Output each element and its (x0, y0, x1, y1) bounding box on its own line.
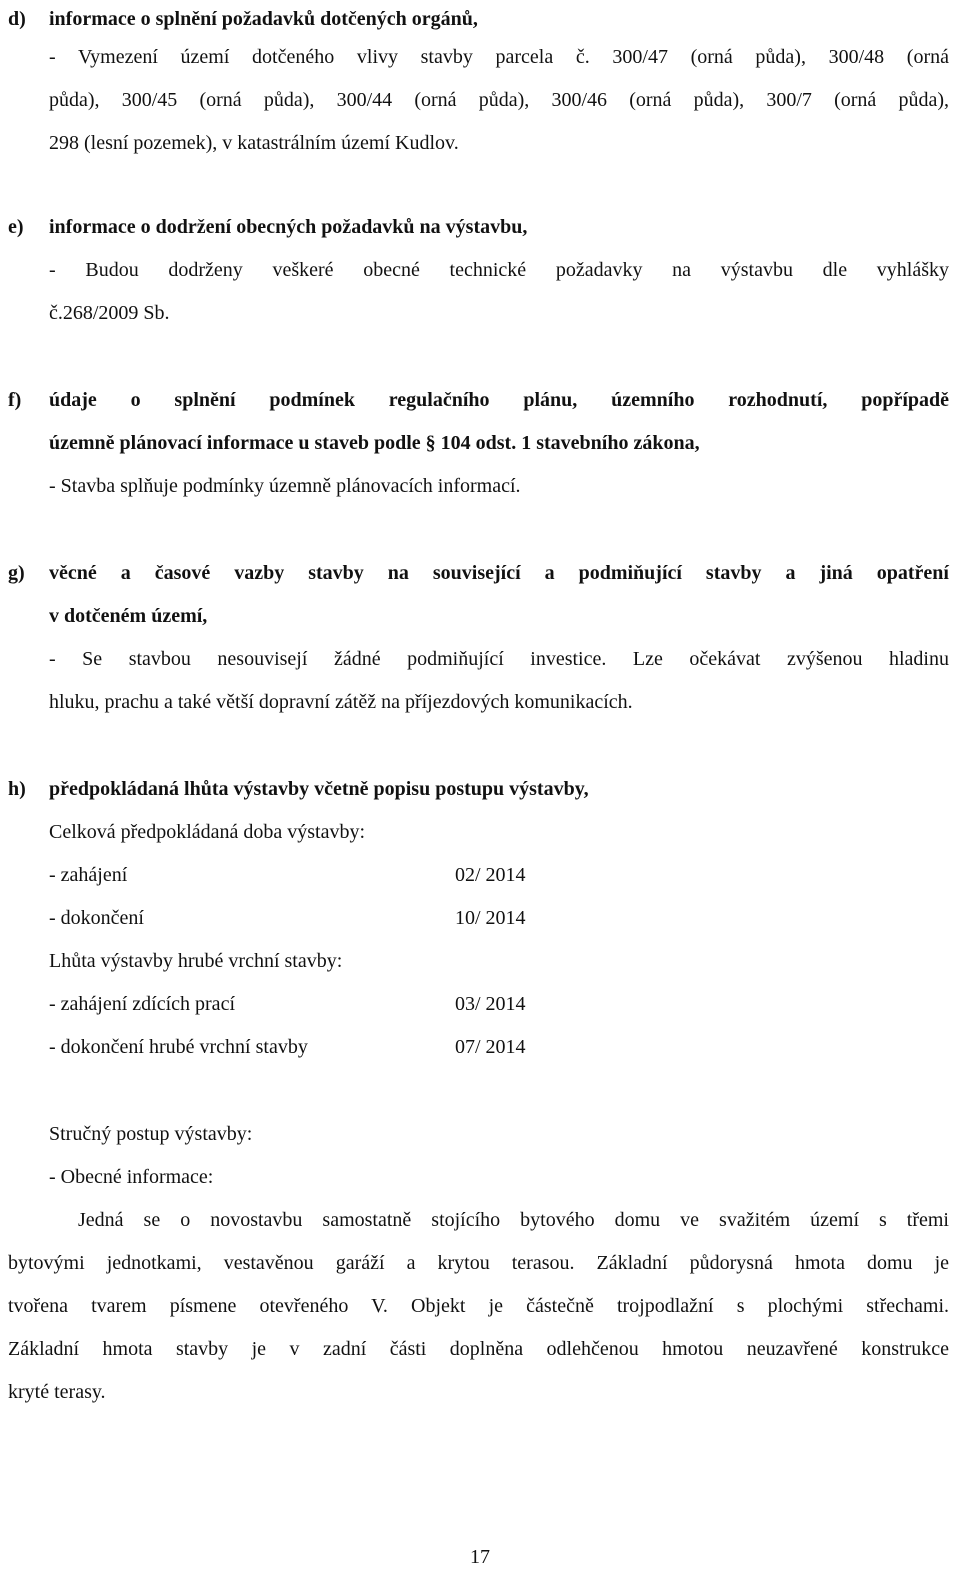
brief-procedure-title: Stručný postup výstavby: (49, 1123, 253, 1145)
section-g-heading: věcné a časové vazby stavby na související a podmiňující stavby a jiná opatření (49, 562, 949, 584)
total-duration-title: Celková předpokládaná doba výstavby: (49, 821, 366, 843)
section-g-marker: g) (8, 562, 25, 584)
section-d-line: půda), 300/45 (orná půda), 300/44 (orná půda), 300/46 (orná půda), 300/7 (orná půda), (49, 89, 949, 111)
description-line: bytovými jednotkami, vestavěnou garáží a krytou terasou. Základní půdorysná hmota domu je (8, 1252, 949, 1274)
section-f-marker: f) (8, 389, 22, 411)
section-d-line: 298 (lesní pozemek), v katastrálním území Kudlov. (49, 132, 459, 154)
description-line: kryté terasy. (8, 1381, 106, 1403)
schedule-date: 03/ 2014 (455, 993, 526, 1015)
section-e-heading: informace o dodržení obecných požadavků na výstavbu, (49, 216, 528, 238)
general-info-label: - Obecné informace: (49, 1166, 214, 1188)
schedule-label: - dokončení (49, 907, 144, 929)
page-number: 17 (470, 1546, 490, 1568)
section-f-heading: územně plánovací informace u staveb podle § 104 odst. 1 stavebního zákona, (49, 432, 700, 454)
schedule-date: 10/ 2014 (455, 907, 526, 929)
schedule-label: - zahájení (49, 864, 128, 886)
rough-structure-title: Lhůta výstavby hrubé vrchní stavby: (49, 950, 343, 972)
section-f-heading: údaje o splnění podmínek regulačního plánu, územního rozhodnutí, popřípadě (49, 389, 949, 411)
section-g-line: hluku, prachu a také větší dopravní zátěž na příjezdových komunikacích. (49, 691, 633, 713)
description-line: Základní hmota stavby je v zadní části doplněna odlehčenou hmotou neuzavřené konstrukce (8, 1338, 949, 1360)
section-e-line: - Budou dodrženy veškeré obecné technické požadavky na výstavbu dle vyhlášky (49, 259, 949, 281)
description-line: tvořena tvarem písmene otevřeného V. Objekt je částečně trojpodlažní s plochými střechami. (8, 1295, 949, 1317)
section-d-line: - Vymezení území dotčeného vlivy stavby parcela č. 300/47 (orná půda), 300/48 (orná (49, 46, 949, 68)
section-d-marker: d) (8, 8, 26, 30)
section-d-heading: informace o splnění požadavků dotčených orgánů, (49, 8, 478, 30)
schedule-label: - dokončení hrubé vrchní stavby (49, 1036, 308, 1058)
section-g-line: - Se stavbou nesouvisejí žádné podmiňující investice. Lze očekávat zvýšenou hladinu (49, 648, 949, 670)
section-e-marker: e) (8, 216, 24, 238)
description-line: Jedná se o novostavbu samostatně stojícího bytového domu ve svažitém území s třemi (78, 1209, 949, 1231)
section-f-line: - Stavba splňuje podmínky územně plánovacích informací. (49, 475, 521, 497)
schedule-date: 07/ 2014 (455, 1036, 526, 1058)
section-h-heading: předpokládaná lhůta výstavby včetně popisu postupu výstavby, (49, 778, 589, 800)
schedule-date: 02/ 2014 (455, 864, 526, 886)
section-g-heading: v dotčeném území, (49, 605, 208, 627)
section-e-line: č.268/2009 Sb. (49, 302, 170, 324)
schedule-label: - zahájení zdících prací (49, 993, 235, 1015)
section-h-marker: h) (8, 778, 26, 800)
